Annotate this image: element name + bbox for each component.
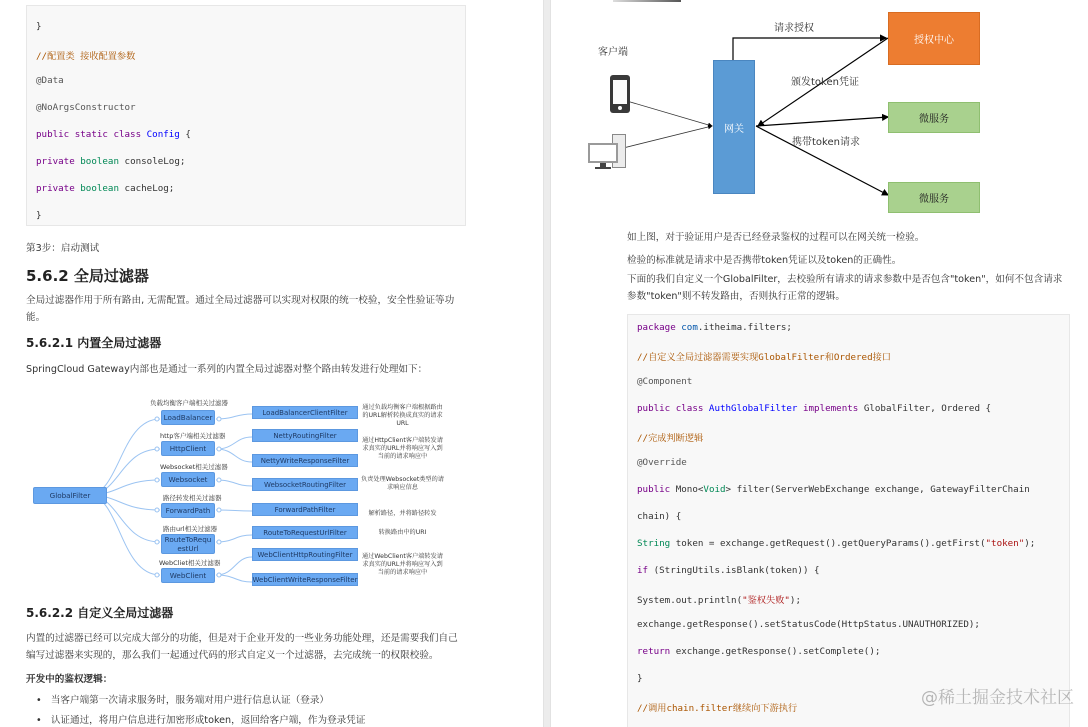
- section-5-6-2-2-title: 5.6.2.2 自定义全局过滤器: [26, 606, 174, 620]
- desktop-computer-icon: [588, 134, 634, 170]
- watermark: @稀土掘金技术社区: [921, 688, 1074, 708]
- mindmap-group-label: WebCliet相关过滤器: [159, 559, 221, 567]
- section-5-6-2-1-title: 5.6.2.1 内置全局过滤器: [26, 336, 162, 350]
- mindmap-leaf: NettyRoutingFilter: [252, 429, 358, 442]
- section-5-6-2-title: 5.6.2 全局过滤器: [26, 267, 149, 285]
- code-comment: //调用chain.filter继续向下游执行: [637, 703, 798, 714]
- mindmap-desc: 通过WebClient客户端转发请求真实的URL并将响应写入到当前的请求响应中: [362, 553, 443, 576]
- page-divider: [543, 0, 551, 727]
- bullet-item: • 认证通过，将用户信息进行加密形成token，返回给客户端，作为登录凭证: [36, 715, 366, 726]
- microservice-box-1: 微服务: [888, 102, 980, 133]
- code-line: if (StringUtils.isBlank(token)) {: [637, 565, 820, 576]
- mindmap-group-label: Websocket相关过滤器: [160, 463, 228, 471]
- diagram-arrows: [620, 0, 1080, 220]
- code-comment: //配置类 接收配置参数: [36, 51, 136, 62]
- mindmap-node-httpclient: HttpClient: [161, 441, 215, 456]
- right-page: [551, 0, 1088, 727]
- mindmap-desc: 通过HttpClient客户端转发请求真实的URL并将响应写入到当前的请求响应中: [362, 437, 443, 460]
- para-token-standard: 检验的标准就是请求中是否携带token凭证以及token的正确性。: [627, 255, 902, 266]
- section-5-6-2-2-desc: 内置的过滤器已经可以完成大部分的功能，但是对于企业开发的一些业务功能处理，还是需要我们自己 编写过滤器来实现的，那么我们一起通过代码的形式自定义一个过滤器，去完成统一的权限校验。: [26, 633, 458, 661]
- mindmap-desc: 通过负载均衡客户端根据路由的URL解析转换成真实的请求URL: [362, 404, 443, 427]
- mindmap-node-routetorequesturl: RouteToRequ estUrl: [161, 534, 215, 554]
- code-annotation: @Override: [637, 457, 687, 468]
- mindmap-node-loadbalancer: LoadBalancer: [161, 410, 215, 425]
- mindmap-root-globalfilter: GlobalFilter: [33, 487, 107, 504]
- mindmap-desc: 负责处理Websocket类型的请求响应信息: [361, 476, 444, 491]
- code-annotation: @Component: [637, 376, 693, 387]
- phone-icon: [610, 75, 630, 113]
- code-line: String token = exchange.getRequest().getQueryParams().getFirst("token");: [637, 538, 1036, 549]
- edge-label-request-auth: 请求授权: [774, 23, 814, 34]
- left-page: [0, 0, 543, 727]
- mindmap-group-label: http客户端相关过滤器: [160, 432, 226, 440]
- mindmap-leaf: NettyWriteResponseFilter: [252, 454, 358, 467]
- gateway-box: 网关: [713, 60, 755, 194]
- section-5-6-2-desc: 全局过滤器作用于所有路由, 无需配置。通过全局过滤器可以实现对权限的统一校验，安全性验证等功 能。: [26, 295, 455, 323]
- code-line: return exchange.getResponse().setComplete();: [637, 646, 881, 657]
- code-line: private boolean cacheLog;: [36, 183, 175, 194]
- code-line: }: [36, 210, 42, 221]
- code-line: public class AuthGlobalFilter implements GlobalFilter, Ordered {: [637, 403, 992, 414]
- builtin-global-filters-mindmap: [20, 392, 480, 592]
- mindmap-group-label: 路径转发相关过滤器: [163, 494, 222, 502]
- mindmap-leaf: RouteToRequestUrlFilter: [252, 526, 358, 539]
- section-5-6-2-1-desc: SpringCloud Gateway内部也是通过一系列的内置全局过滤器对整个路由转发进行处理如下：: [26, 364, 428, 375]
- code-line: public Mono<Void> filter(ServerWebExchange exchange, GatewayFilterChain: [637, 484, 1030, 495]
- microservice-box-2: 微服务: [888, 182, 980, 213]
- step3-text: 第3步：启动测试: [26, 243, 100, 254]
- mindmap-desc: 转换路由中的URI: [378, 529, 427, 536]
- mindmap-desc: 解析路径，并将路径转发: [368, 510, 437, 517]
- para-globalfilter-intro: 下面的我们自定义一个GlobalFilter，去校验所有请求的请求参数中是否包含"token"，如何不包含请求 参数"token"则不转发路由，否则执行正常的逻辑。: [627, 274, 1063, 302]
- mindmap-leaf: ForwardPathFilter: [252, 503, 358, 516]
- mindmap-leaf: WebsocketRoutingFilter: [252, 478, 358, 491]
- code-comment: //自定义全局过滤器需要实现GlobalFilter和Ordered接口: [637, 352, 891, 363]
- mindmap-group-label: 负载均衡客户端相关过滤器: [150, 399, 228, 407]
- code-block-auth-global-filter: [627, 314, 1070, 727]
- mindmap-leaf: LoadBalancerClientFilter: [252, 406, 358, 419]
- edge-label-carry-token: 携带token请求: [792, 137, 860, 148]
- mindmap-node-webclient: WebClient: [161, 568, 215, 583]
- code-annotation: @Data: [36, 75, 64, 86]
- mindmap-leaf: WebClientHttpRoutingFilter: [252, 548, 358, 561]
- code-line: System.out.println("鉴权失败");: [637, 595, 801, 606]
- auth-logic-title: 开发中的鉴权逻辑：: [26, 674, 113, 685]
- auth-flow-diagram: [598, 0, 1080, 220]
- para-auth-at-gateway: 如上图，对于验证用户是否已经登录鉴权的过程可以在网关统一检验。: [627, 232, 925, 243]
- code-line: exchange.getResponse().setStatusCode(HttpStatus.UNAUTHORIZED);: [637, 619, 980, 630]
- code-line: package com.itheima.filters;: [637, 322, 792, 333]
- code-line: }: [36, 21, 42, 32]
- code-comment: //完成判断逻辑: [637, 433, 704, 444]
- mindmap-group-label: 路由url相关过滤器: [163, 525, 218, 533]
- bullet-item: • 当客户端第一次请求服务时，服务端对用户进行信息认证（登录）: [36, 695, 330, 706]
- code-line: }: [637, 673, 643, 684]
- code-line: chain) {: [637, 511, 682, 522]
- mindmap-node-websocket: Websocket: [161, 472, 215, 487]
- code-line: public static class Config {: [36, 129, 191, 140]
- auth-center-box: 授权中心: [888, 12, 980, 65]
- code-annotation: @NoArgsConstructor: [36, 102, 136, 113]
- mindmap-node-forwardpath: ForwardPath: [161, 503, 215, 518]
- client-label: 客户端: [598, 47, 628, 58]
- code-line: private boolean consoleLog;: [36, 156, 186, 167]
- code-block-config: [26, 5, 466, 226]
- mindmap-leaf: WebClientWriteResponseFilter: [252, 573, 358, 586]
- edge-label-issue-token: 颁发token凭证: [791, 77, 859, 88]
